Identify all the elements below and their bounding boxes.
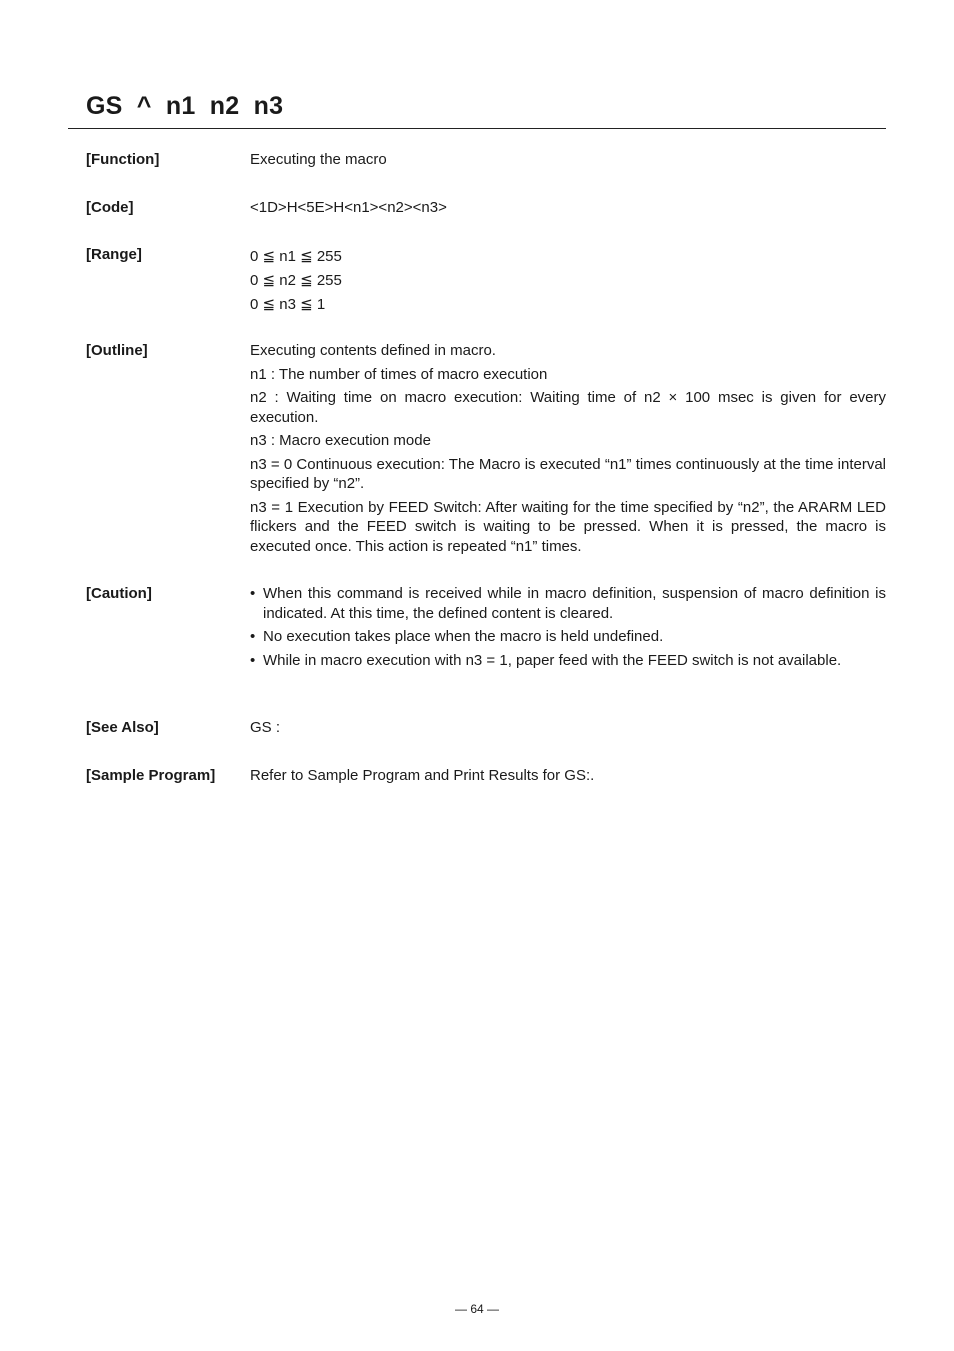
outline-label: [Outline]: [86, 342, 148, 359]
see-also-text: GS :: [250, 719, 281, 736]
caution-item: [250, 651, 886, 671]
sample-program-text: Refer to Sample Program and Print Results for GS:.: [250, 767, 595, 784]
caution-item: [250, 584, 886, 623]
range-line: 0 ≦ n1 ≦ 255: [250, 248, 342, 265]
caution-text: [250, 584, 886, 674]
bullet-icon: •: [250, 651, 256, 669]
function-text: Executing the macro: [250, 151, 387, 168]
caution-item-text: No execution takes place when the macro is held undefined.: [263, 628, 664, 645]
outline-paragraph: n3 = 1 Execution by FEED Switch: After waiting for the time specified by “n2”, the ARARM LED flickers and the FEED switch is waiting to be pressed. When it is pressed, the macro is executed once. This action is repeated “n1” times.: [250, 498, 886, 555]
range-line: 0 ≦ n3 ≦ 1: [250, 296, 326, 313]
bullet-icon: •: [250, 628, 256, 645]
see-also-label: [See Also]: [86, 719, 159, 736]
range-line: 0 ≦ n2 ≦ 255: [250, 272, 342, 289]
page-title: GS ^ n1 n2 n3: [86, 92, 284, 120]
outline-paragraph: n2 : Waiting time on macro execution: Waiting time of n2 × 100 msec is given for every execution.: [250, 389, 886, 426]
sample-program-label: [Sample Program]: [86, 767, 216, 784]
caution-label: [Caution]: [86, 585, 152, 602]
range-label: [Range]: [86, 246, 142, 263]
range-values: [250, 245, 886, 317]
caution-item: [250, 627, 886, 647]
code-text: <1D>H<5E>H<n1><n2><n3>: [250, 199, 447, 216]
outline-paragraph: n3 : Macro execution mode: [250, 432, 431, 449]
outline-text: [250, 341, 886, 556]
caution-item-text: When this command is received while in macro definition, suspension of macro definition is indicated. At this time, the defined content is cleared.: [263, 585, 886, 622]
page-number: — 64 —: [454, 1302, 499, 1316]
title-divider: [68, 128, 886, 129]
outline-paragraph: n3 = 0 Continuous execution: The Macro is executed “n1” times continuously at the time interval specified by “n2”.: [250, 455, 886, 492]
function-label: [Function]: [86, 151, 160, 168]
caution-list: [250, 584, 886, 670]
caution-item-text: While in macro execution with n3 = 1, paper feed with the FEED switch is not available.: [263, 651, 842, 669]
outline-paragraph: n1 : The number of times of macro execution: [250, 365, 548, 383]
code-label: [Code]: [86, 199, 134, 216]
outline-paragraph: Executing contents defined in macro.: [250, 342, 496, 359]
bullet-icon: •: [250, 585, 256, 602]
